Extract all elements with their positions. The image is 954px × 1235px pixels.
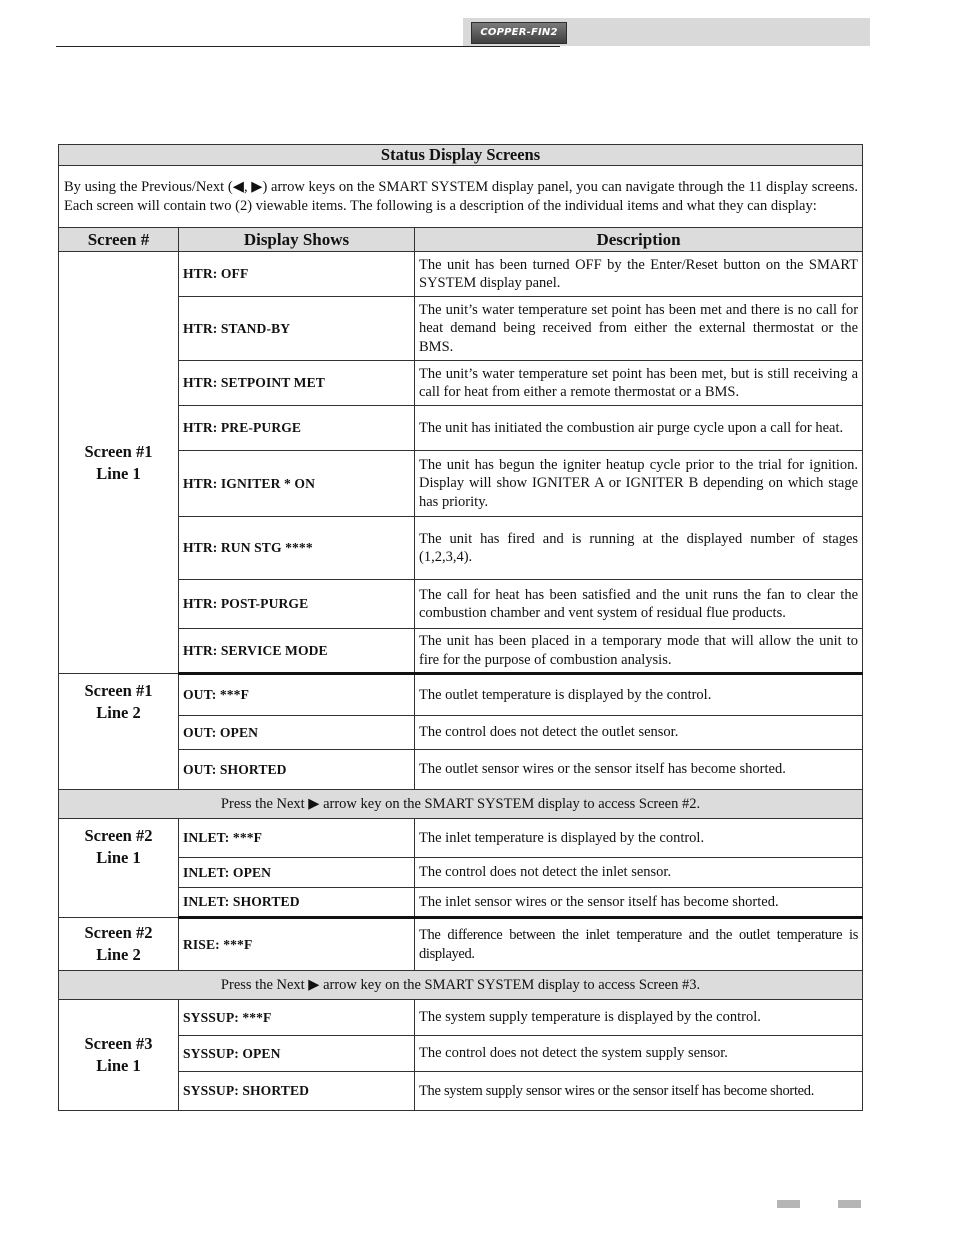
table-row xyxy=(59,361,863,406)
description: The unit has begun the igniter heatup cycle prior to the trial for ignition. Display will show IGNITER A or IGNITER B depending on which stage has priority. xyxy=(415,451,863,517)
display-code: HTR: SERVICE MODE xyxy=(179,629,415,674)
status-display-table xyxy=(58,144,863,1111)
table-intro: By using the Previous/Next (◀, ▶) arrow keys on the SMART SYSTEM display panel, you can navigate through the 11 display screens. Each screen will contain two (2) viewable items. The following is a description of the individual items and what they can display: xyxy=(59,166,863,228)
line-label: Line 2 xyxy=(96,703,141,722)
description: The unit has initiated the combustion air purge cycle upon a call for heat. xyxy=(415,406,863,451)
description: The outlet temperature is displayed by the control. xyxy=(415,674,863,716)
screen-2-line-1-cell xyxy=(59,819,179,918)
description: The unit’s water temperature set point has been met, but is still receiving a call for heat from either a remote thermostat or a BMS. xyxy=(415,361,863,406)
display-code: OUT: OPEN xyxy=(179,716,415,750)
display-code: SYSSUP: SHORTED xyxy=(179,1072,415,1111)
description: The difference between the inlet temperature and the outlet temperature is displayed. xyxy=(415,918,863,971)
description: The inlet temperature is displayed by the control. xyxy=(415,819,863,858)
table-row xyxy=(59,629,863,674)
display-code: HTR: RUN STG **** xyxy=(179,517,415,580)
table-row xyxy=(59,750,863,790)
description: The system supply temperature is displayed by the control. xyxy=(415,1000,863,1036)
screen-3-line-1-cell xyxy=(59,1000,179,1111)
display-code: HTR: STAND-BY xyxy=(179,297,415,361)
description: The control does not detect the inlet sensor. xyxy=(415,858,863,888)
description: The unit has fired and is running at the displayed number of stages (1,2,3,4). xyxy=(415,517,863,580)
display-code: HTR: SETPOINT MET xyxy=(179,361,415,406)
description: The control does not detect the outlet sensor. xyxy=(415,716,863,750)
table-row xyxy=(59,1000,863,1036)
table-row xyxy=(59,716,863,750)
table-row xyxy=(59,406,863,451)
description: The unit’s water temperature set point has been met and there is no call for heat demand being received from either the external thermostat or the BMS. xyxy=(415,297,863,361)
press-next-screen-3: Press the Next ▶ arrow key on the SMART SYSTEM display to access Screen #3. xyxy=(59,971,863,1000)
table-row xyxy=(59,297,863,361)
description: The unit has been turned OFF by the Enter/Reset button on the SMART SYSTEM display panel. xyxy=(415,252,863,297)
display-code: SYSSUP: OPEN xyxy=(179,1036,415,1072)
table-row xyxy=(59,674,863,716)
display-code: HTR: OFF xyxy=(179,252,415,297)
line-label: Line 1 xyxy=(96,463,141,483)
screen-1-line-1-cell xyxy=(59,252,179,674)
press-next-screen-2: Press the Next ▶ arrow key on the SMART SYSTEM display to access Screen #2. xyxy=(59,790,863,819)
display-code: RISE: ***F xyxy=(179,918,415,971)
screen-label: Screen #2 xyxy=(84,826,153,845)
table-row xyxy=(59,918,863,971)
table-row xyxy=(59,858,863,888)
screen-label: Screen #2 xyxy=(84,923,153,942)
display-code: INLET: ***F xyxy=(179,819,415,858)
screen-label: Screen #3 xyxy=(84,1034,153,1053)
col-header-screen: Screen # xyxy=(59,228,179,252)
description: The outlet sensor wires or the sensor itself has become shorted. xyxy=(415,750,863,790)
copper-fin-logo: COPPER-FIN2 xyxy=(471,22,567,44)
footer-marker-left xyxy=(777,1200,800,1208)
display-code: INLET: OPEN xyxy=(179,858,415,888)
line-label: Line 2 xyxy=(96,945,141,964)
description: The control does not detect the system supply sensor. xyxy=(415,1036,863,1072)
screen-2-line-2-cell xyxy=(59,918,179,971)
display-code: OUT: ***F xyxy=(179,674,415,716)
table-row xyxy=(59,252,863,297)
display-code: SYSSUP: ***F xyxy=(179,1000,415,1036)
description: The system supply sensor wires or the sensor itself has become shorted. xyxy=(415,1072,863,1111)
display-code: OUT: SHORTED xyxy=(179,750,415,790)
screen-1-line-2-cell xyxy=(59,674,179,790)
table-row xyxy=(59,451,863,517)
col-header-display: Display Shows xyxy=(179,228,415,252)
col-header-description: Description xyxy=(415,228,863,252)
line-label: Line 1 xyxy=(96,848,141,867)
table-row xyxy=(59,888,863,918)
table-row xyxy=(59,1036,863,1072)
table-title: Status Display Screens xyxy=(59,145,863,166)
display-code: HTR: POST-PURGE xyxy=(179,580,415,629)
line-label: Line 1 xyxy=(96,1056,141,1075)
table-row xyxy=(59,580,863,629)
table-row xyxy=(59,819,863,858)
display-code: HTR: PRE-PURGE xyxy=(179,406,415,451)
display-code: INLET: SHORTED xyxy=(179,888,415,918)
screen-label: Screen #1 xyxy=(84,681,153,700)
description: The inlet sensor wires or the sensor itself has become shorted. xyxy=(415,888,863,918)
display-code: HTR: IGNITER * ON xyxy=(179,451,415,517)
screen-label: Screen #1 xyxy=(84,441,153,461)
description: The unit has been placed in a temporary mode that will allow the unit to fire for the purpose of combustion analysis. xyxy=(415,629,863,674)
table-row xyxy=(59,1072,863,1111)
description: The call for heat has been satisfied and the unit runs the fan to clear the combustion chamber and vent system of residual flue products. xyxy=(415,580,863,629)
header-rule xyxy=(56,46,560,47)
footer-marker-right xyxy=(838,1200,861,1208)
table-row xyxy=(59,517,863,580)
